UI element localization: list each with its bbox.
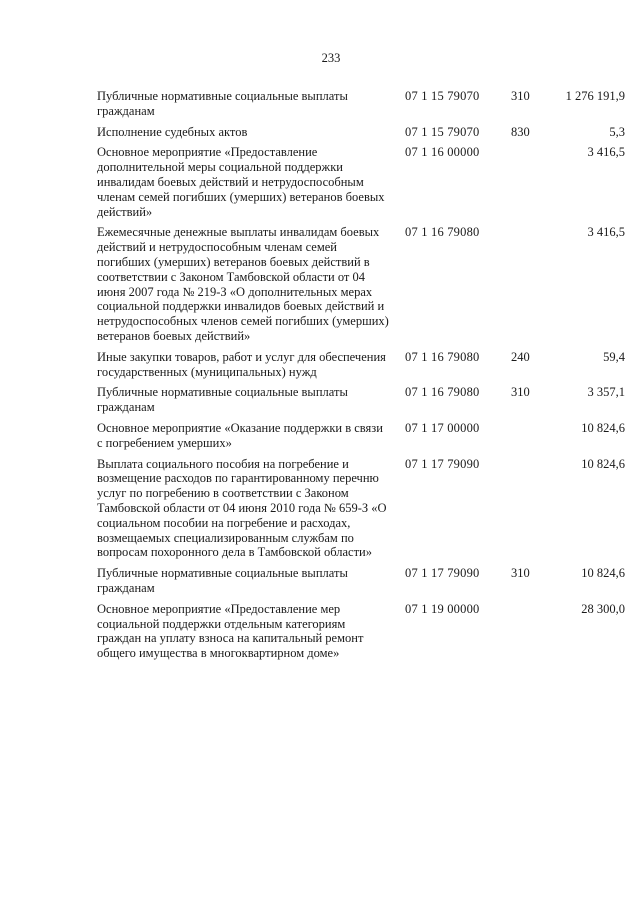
row-amount: 3 416,5 — [587, 225, 625, 240]
row-expense-type: 310 — [511, 385, 530, 400]
row-code: 07 1 16 79080 — [405, 349, 480, 364]
row-name: Основное мероприятие «Предоставление дополнительной меры социальной поддержки инвалидам боевых действий и нетрудоспособным членам семей погибших (умерших) ветеранов боевых действий» — [97, 145, 385, 219]
row-name: Основное мероприятие «Оказание поддержки в связи с погребением умерших» — [97, 420, 383, 450]
row-code: 07 1 16 00000 — [405, 145, 480, 160]
row-amount: 28 300,0 — [581, 601, 625, 616]
table-row — [0, 350, 640, 380]
row-amount: 10 824,6 — [581, 566, 625, 581]
budget-table — [0, 89, 640, 667]
table-row — [0, 145, 640, 219]
table-row — [0, 385, 640, 415]
row-name: Публичные нормативные социальные выплаты гражданам — [97, 385, 348, 415]
row-code: 07 1 15 79070 — [405, 124, 480, 139]
table-row — [0, 457, 640, 561]
table-row — [0, 225, 640, 343]
row-amount: 3 357,1 — [587, 385, 625, 400]
row-code: 07 1 16 79080 — [405, 385, 480, 400]
row-expense-type: 830 — [511, 124, 530, 139]
row-amount: 10 824,6 — [581, 456, 625, 471]
row-code: 07 1 17 79090 — [405, 566, 480, 581]
row-name: Выплата социального пособия на погребение и возмещение расходов по гарантированному перечню услуг по погребению в соответствии с Законом Тамбовской области от 04 июня 2010 года № 659-З «О социальном пособии на погребение и расходах, возмещаемых специализированным службам по вопросам похоронного дела в Тамбовской области» — [97, 456, 387, 560]
row-name: Публичные нормативные социальные выплаты гражданам — [97, 566, 348, 595]
row-amount: 10 824,6 — [581, 420, 625, 435]
row-name: Исполнение судебных актов — [97, 124, 248, 139]
row-expense-type: 310 — [511, 89, 530, 103]
table-row — [0, 566, 640, 596]
row-code: 07 1 15 79070 — [405, 89, 480, 103]
row-name: Публичные нормативные социальные выплаты гражданам — [97, 89, 348, 118]
table-row — [0, 421, 640, 451]
row-amount: 1 276 191,9 — [565, 89, 625, 103]
row-name: Основное мероприятие «Предоставление мер социальной поддержки отдельным категориям граждан на уплату взноса на капитальный ремонт общего имущества в многоквартирном доме» — [97, 601, 364, 661]
row-code: 07 1 17 00000 — [405, 420, 480, 435]
row-expense-type: 310 — [511, 566, 530, 581]
row-name: Иные закупки товаров, работ и услуг для обеспечения государственных (муниципальных) нужд — [97, 349, 386, 379]
row-expense-type: 240 — [511, 349, 530, 364]
row-code: 07 1 19 00000 — [405, 601, 480, 616]
row-code: 07 1 17 79090 — [405, 456, 480, 471]
row-amount: 59,4 — [603, 349, 625, 364]
row-amount: 5,3 — [609, 124, 625, 139]
row-amount: 3 416,5 — [587, 145, 625, 160]
row-code: 07 1 16 79080 — [405, 225, 480, 240]
row-name: Ежемесячные денежные выплаты инвалидам боевых действий и нетрудоспособным членам семей погибших (умерших) ветеранов боевых действий в соответствии с Законом Тамбовской области от 04 июня 2007 года № 219-З «О дополнительных мерах социальной поддержки инвалидов боевых действий и нетрудоспособных членов семей погибших (умерших) ветеранов боевых действий» — [97, 225, 389, 343]
page-number: 233 — [321, 51, 341, 65]
table-row — [0, 89, 640, 119]
table-row — [0, 602, 640, 661]
table-row — [0, 125, 640, 140]
